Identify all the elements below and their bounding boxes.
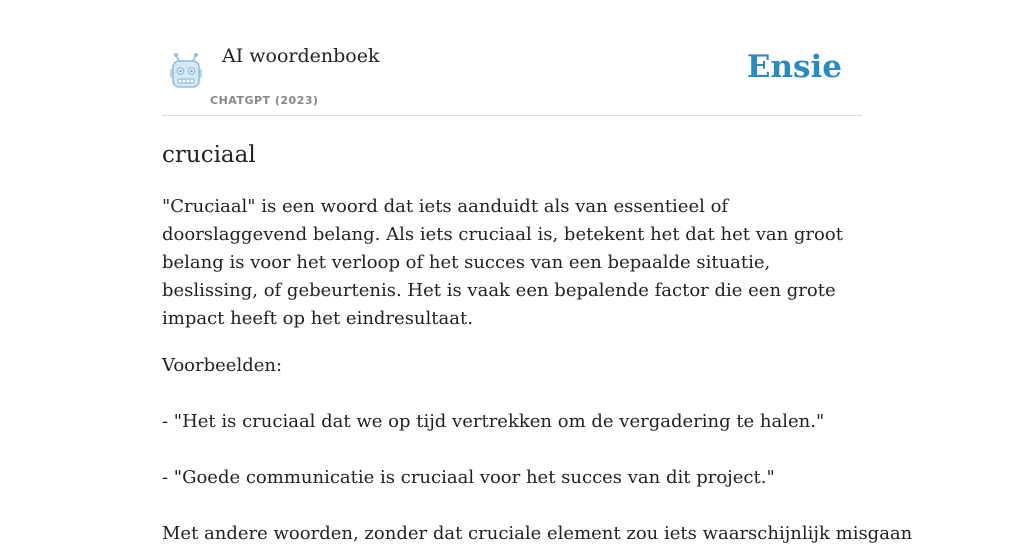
dictionary-source: CHATGPT (2023) (210, 94, 319, 107)
entry-conclusion: Met andere woorden, zonder dat cruciale element zou iets waarschijnlijk misgaan (162, 523, 913, 544)
ensie-logo-link[interactable]: Ensie (746, 49, 842, 85)
entry-definition: "Cruciaal" is een woord dat iets aanduidt als van essentieel of doorslaggevend belang. Als iets cruciaal is, betekent het dat het van groot belang is voor het verloop of het succes van een bepaalde situatie, beslissing, of gebeurtenis. Het is vaak een bepalende factor die een grote impact heeft op het eindresultaat. (162, 196, 843, 329)
example-item: - "Goede communicatie is cruciaal voor het succes van dit project." (162, 467, 775, 488)
dictionary-title[interactable]: AI woordenboek (222, 45, 380, 67)
entry-headword: cruciaal (162, 142, 256, 168)
robot-icon (166, 52, 206, 90)
header (162, 0, 862, 116)
examples-label: Voorbeelden: (162, 355, 283, 376)
page (162, 0, 913, 548)
example-item: - "Het is cruciaal dat we op tijd vertrekken om de vergadering te halen." (162, 411, 825, 432)
